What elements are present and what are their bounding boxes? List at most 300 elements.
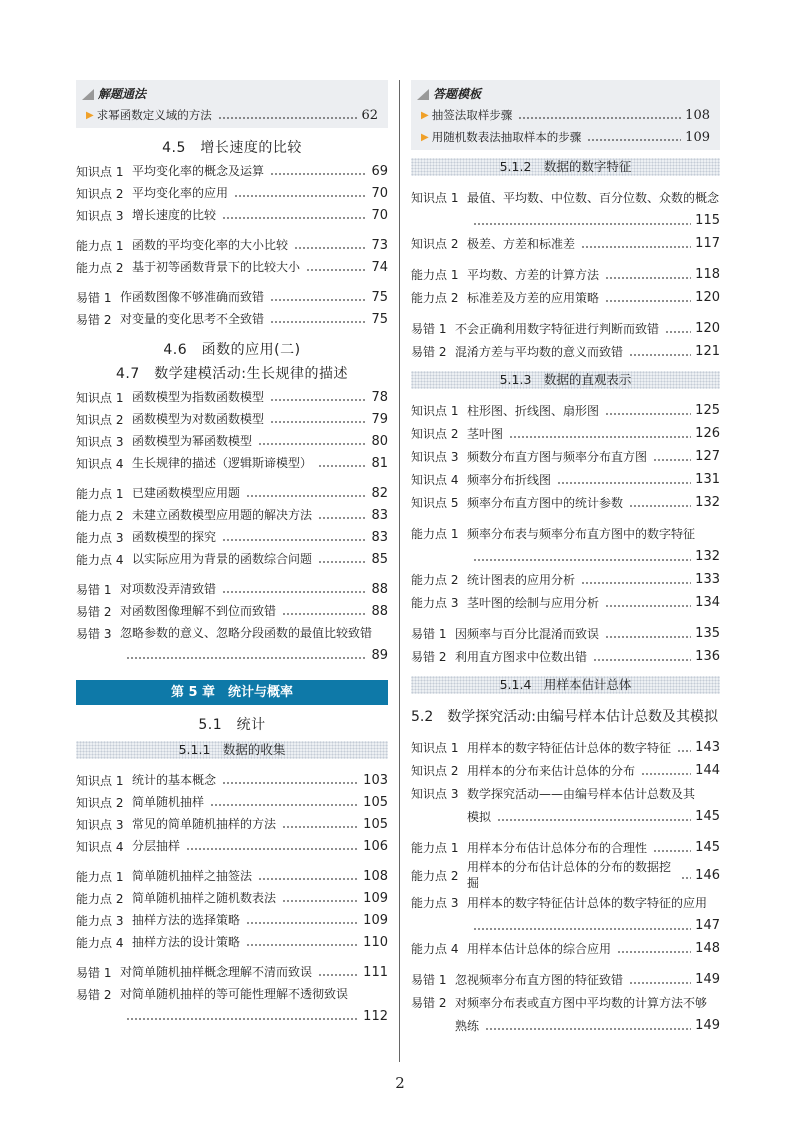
entry-label: 知识点 5 (411, 496, 459, 510)
toc-entry-continuation[interactable] (411, 545, 720, 568)
dot-leader (258, 871, 359, 881)
entry-label: 能力点 2 (411, 573, 459, 587)
dot-leader (509, 429, 691, 439)
toc-left-column (76, 80, 388, 1035)
toc-entry[interactable] (76, 408, 388, 430)
entry-title: 数学探究活动——由编号样本估计总数及其 (467, 786, 696, 801)
dot-leader (653, 843, 691, 853)
entry-title: 用样本的分布来估计总体的分布 (467, 763, 636, 778)
dot-leader (270, 292, 367, 302)
dot-leader (681, 870, 691, 880)
toc-group (411, 968, 720, 1037)
entry-label: 知识点 2 (411, 427, 459, 441)
entry-label: 易错 3 (76, 626, 112, 641)
entry-page: 83 (371, 529, 388, 545)
entry-title: 简单随机抽样之随机数表法 (132, 891, 277, 905)
entry-title: 频数分布直方图与频率分布直方图 (467, 449, 648, 464)
entry-page: 118 (695, 267, 720, 282)
toc-group (76, 961, 388, 1027)
entry-title: 用样本估计总体的综合应用 (467, 941, 612, 956)
entry-title: 增长速度的比较 (132, 208, 217, 222)
toc-entry[interactable] (76, 256, 388, 278)
page-number: 2 (395, 1074, 405, 1092)
entry-label: 能力点 2 (76, 260, 124, 275)
toc-entry[interactable] (76, 578, 388, 600)
toc-entry[interactable] (411, 445, 720, 468)
entry-page: 110 (363, 934, 388, 950)
entry-label: 易错 1 (411, 627, 447, 641)
toc-entry[interactable] (82, 104, 378, 126)
dot-leader (665, 324, 691, 334)
subsection-header: 5.1.2 数据的数字特征 (411, 158, 720, 176)
entry-label: 知识点 1 (76, 773, 124, 788)
toc-entry[interactable] (411, 232, 720, 255)
entry-page: 131 (695, 472, 720, 487)
dot-leader (218, 110, 358, 120)
entry-page: 147 (695, 918, 720, 933)
entry-page: 81 (371, 455, 388, 471)
dot-leader (629, 347, 691, 357)
dot-leader (126, 1011, 359, 1021)
entry-title: 函数的平均变化率的大小比较 (132, 238, 289, 252)
toc-group (76, 482, 388, 570)
entry-title: 抽签法取样步骤 (431, 108, 513, 122)
entry-title: 作函数图像不够准确而致错 (120, 290, 265, 304)
toc-group (76, 386, 388, 474)
dot-leader (258, 436, 367, 446)
toc-entry[interactable] (411, 186, 720, 209)
entry-page: 88 (371, 581, 388, 597)
toc-entry-continuation[interactable] (411, 1014, 720, 1037)
entry-label: 知识点 1 (76, 390, 124, 405)
dot-leader (270, 392, 367, 402)
toc-entry[interactable] (76, 961, 388, 983)
toc-entry[interactable] (417, 126, 710, 148)
dot-leader (587, 132, 681, 142)
toc-entry[interactable] (76, 308, 388, 330)
entry-title: 抽样方法的设计策略 (132, 935, 241, 949)
toc-entry[interactable] (411, 836, 720, 859)
entry-title-continuation: 模拟 (467, 809, 492, 824)
entry-label: 知识点 2 (76, 412, 124, 427)
subsection-header: 5.1.1 数据的收集 (76, 741, 388, 759)
subsection-header: 5.1.3 数据的直观表示 (411, 371, 720, 389)
toc-entry[interactable] (417, 104, 710, 126)
entry-label: 能力点 2 (76, 891, 124, 906)
play-arrow-icon: ▶ (86, 109, 94, 121)
dot-leader (222, 584, 367, 594)
dot-leader (318, 554, 367, 564)
entry-title: 对频率分布表或直方图中平均数的计算方法不够 (455, 995, 708, 1010)
dot-leader (126, 650, 367, 660)
entry-page: 148 (695, 941, 720, 956)
entry-label: 知识点 4 (76, 839, 124, 854)
toc-group (411, 836, 720, 960)
dot-leader (605, 270, 691, 280)
dot-leader (270, 314, 367, 324)
entry-label: 能力点 1 (76, 238, 124, 253)
entry-title: 用样本的数字特征估计总体的数字特征 (467, 740, 672, 755)
entry-label: 能力点 1 (76, 869, 124, 884)
entry-title: 函数模型为幂函数模型 (132, 434, 253, 448)
entry-title: 茎叶图的绘制与应用分析 (467, 595, 600, 610)
entry-page: 108 (685, 107, 710, 123)
entry-title: 分层抽样 (132, 839, 181, 853)
toc-group (411, 399, 720, 514)
entry-page: 145 (695, 840, 720, 855)
entry-page: 62 (361, 107, 378, 123)
entry-label: 知识点 4 (76, 456, 124, 471)
toc-entry[interactable] (76, 600, 388, 622)
dot-leader (518, 110, 681, 120)
entry-title: 已建函数模型应用题 (132, 486, 241, 500)
toc-entry[interactable] (76, 234, 388, 256)
toc-entry[interactable] (411, 859, 720, 891)
entry-label: 易错 2 (76, 604, 112, 619)
toc-entry[interactable] (411, 317, 720, 340)
toc-entry[interactable] (76, 182, 388, 204)
entry-title: 频率分布表与频率分布直方图中的数字特征 (467, 526, 696, 541)
entry-label: 知识点 2 (76, 795, 124, 810)
toc-group (76, 865, 388, 953)
entry-page: 115 (695, 213, 720, 228)
toc-entry[interactable] (411, 622, 720, 645)
dot-leader (318, 967, 359, 977)
play-arrow-icon: ▶ (421, 109, 429, 121)
dot-leader (318, 458, 367, 468)
toc-entry[interactable] (411, 782, 720, 805)
entry-page: 83 (371, 507, 388, 523)
entry-page: 85 (371, 551, 388, 567)
toc-entry[interactable] (411, 286, 720, 309)
entry-page: 120 (695, 290, 720, 305)
toc-group (411, 522, 720, 614)
section-heading: 5.1 统计 (198, 717, 266, 733)
entry-title: 用样本的分布估计总体的分布的数据挖掘 (467, 860, 672, 890)
entry-label: 能力点 3 (411, 896, 459, 910)
entry-title: 生长规律的描述（逻辑斯谛模型） (132, 456, 313, 470)
entry-label: 能力点 2 (411, 291, 459, 305)
entry-label: 知识点 1 (411, 191, 459, 205)
entry-label: 知识点 3 (76, 434, 124, 449)
entry-page: 112 (363, 1008, 388, 1024)
entry-page: 109 (685, 129, 710, 145)
toc-entry[interactable] (76, 160, 388, 182)
section-heading: 4.6 函数的应用(二) (163, 342, 301, 358)
entry-page: 78 (371, 389, 388, 405)
chapter-banner: 第 5 章 统计与概率 (76, 680, 388, 705)
entry-page: 103 (363, 772, 388, 788)
dot-leader (593, 652, 691, 662)
tip-box-title-text: 解题通法 (98, 87, 147, 101)
toc-entry[interactable] (76, 909, 388, 931)
entry-title: 对简单随机抽样概念理解不清而致误 (120, 965, 313, 979)
toc-entry[interactable] (411, 937, 720, 960)
entry-title: 函数模型为对数函数模型 (132, 412, 265, 426)
entry-title: 平均变化率的应用 (132, 186, 229, 200)
entry-page: 127 (695, 449, 720, 464)
entry-title: 统计图表的应用分析 (467, 572, 576, 587)
entry-title: 频率分布直方图中的统计参数 (467, 495, 624, 510)
dot-leader (653, 452, 691, 462)
dot-leader (629, 498, 691, 508)
entry-title: 抽样方法的选择策略 (132, 913, 241, 927)
toc-entry[interactable] (76, 931, 388, 953)
entry-title: 忽视频率分布直方图的特征致错 (455, 972, 624, 987)
dot-leader (497, 812, 691, 822)
entry-page: 149 (695, 972, 720, 987)
toc-entry[interactable] (76, 813, 388, 835)
dot-leader (605, 293, 691, 303)
entry-page: 88 (371, 603, 388, 619)
dot-leader (641, 766, 691, 776)
entry-title: 柱形图、折线图、扇形图 (467, 403, 600, 418)
toc-entry[interactable] (76, 526, 388, 548)
entry-page: 143 (695, 740, 720, 755)
entry-label: 易错 2 (411, 650, 447, 664)
entry-title: 最值、平均数、中位数、百分位数、众数的概念 (467, 190, 720, 205)
entry-page: 75 (371, 311, 388, 327)
corner-triangle-icon (417, 89, 429, 100)
entry-label: 知识点 3 (76, 817, 124, 832)
entry-page: 121 (695, 344, 720, 359)
toc-group (76, 578, 388, 666)
entry-title: 函数模型为指数函数模型 (132, 390, 265, 404)
dot-leader (473, 552, 691, 562)
entry-title: 因频率与百分比混淆而致误 (455, 626, 600, 641)
toc-entry[interactable] (76, 887, 388, 909)
entry-label: 知识点 2 (76, 186, 124, 201)
entry-label: 能力点 3 (76, 530, 124, 545)
toc-group (411, 622, 720, 668)
entry-title: 未建立函数模型应用题的解决方法 (132, 508, 313, 522)
toc-entry[interactable] (411, 522, 720, 545)
entry-label: 知识点 2 (411, 237, 459, 251)
entry-page: 105 (363, 816, 388, 832)
toc-entry[interactable] (76, 865, 388, 887)
entry-label: 易错 2 (411, 345, 447, 359)
toc-entry[interactable] (411, 891, 720, 914)
entry-page: 120 (695, 321, 720, 336)
toc-entry-continuation[interactable] (76, 644, 388, 666)
entry-page: 132 (695, 495, 720, 510)
entry-label: 能力点 1 (411, 841, 459, 855)
entry-label: 能力点 2 (411, 868, 459, 883)
corner-triangle-icon (82, 89, 94, 100)
entry-label: 能力点 4 (76, 552, 124, 567)
toc-entry[interactable] (411, 968, 720, 991)
entry-title: 用样本的数字特征估计总体的数字特征的应用 (467, 895, 708, 910)
entry-title: 以实际应用为背景的函数综合问题 (132, 552, 313, 566)
toc-entry-continuation[interactable] (411, 805, 720, 828)
entry-label: 知识点 3 (76, 208, 124, 223)
dot-leader (294, 240, 367, 250)
toc-entry[interactable] (76, 452, 388, 474)
dot-leader (485, 1021, 691, 1031)
entry-label: 能力点 4 (411, 942, 459, 956)
entry-label: 易错 2 (411, 996, 447, 1010)
entry-page: 108 (363, 868, 388, 884)
dot-leader (270, 414, 367, 424)
entry-page: 74 (371, 259, 388, 275)
toc-entry[interactable] (76, 769, 388, 791)
entry-label: 能力点 1 (411, 527, 459, 541)
entry-page: 126 (695, 426, 720, 441)
entry-title: 求幂函数定义域的方法 (96, 108, 212, 122)
subsection-header: 5.1.4 用样本估计总体 (411, 676, 720, 694)
entry-label: 能力点 1 (411, 268, 459, 282)
entry-label: 知识点 4 (411, 473, 459, 487)
dot-leader (473, 216, 691, 226)
toc-entry[interactable] (411, 568, 720, 591)
entry-label: 知识点 1 (76, 164, 124, 179)
toc-entry[interactable] (411, 645, 720, 668)
entry-page: 69 (371, 163, 388, 179)
toc-entry[interactable] (76, 791, 388, 813)
entry-page: 106 (363, 838, 388, 854)
toc-entry[interactable] (411, 399, 720, 422)
toc-entry[interactable] (76, 386, 388, 408)
entry-label: 知识点 2 (411, 764, 459, 778)
toc-entry[interactable] (76, 482, 388, 504)
toc-entry-continuation[interactable] (411, 209, 720, 232)
entry-label: 易错 1 (411, 973, 447, 987)
dot-leader (222, 532, 367, 542)
entry-page: 145 (695, 809, 720, 824)
entry-label: 能力点 3 (76, 913, 124, 928)
entry-page: 133 (695, 572, 720, 587)
dot-leader (246, 937, 359, 947)
entry-page: 73 (371, 237, 388, 253)
entry-page: 111 (363, 964, 388, 980)
toc-entry[interactable] (411, 468, 720, 491)
entry-title: 极差、方差和标准差 (467, 236, 576, 251)
entry-title: 标准差及方差的应用策略 (467, 290, 600, 305)
entry-title: 对变量的变化思考不全致错 (120, 312, 265, 326)
tip-box-title-text: 答题模板 (433, 87, 482, 101)
toc-entry[interactable] (76, 548, 388, 570)
entry-page: 82 (371, 485, 388, 501)
toc-group (411, 263, 720, 309)
toc-entry-continuation[interactable] (76, 1005, 388, 1027)
toc-group (76, 234, 388, 278)
toc-entry[interactable] (411, 340, 720, 363)
toc-entry[interactable] (76, 622, 388, 644)
entry-label: 知识点 1 (411, 741, 459, 755)
toc-entry[interactable] (411, 263, 720, 286)
toc-entry[interactable] (76, 430, 388, 452)
entry-page: 79 (371, 411, 388, 427)
entry-title: 平均数、方差的计算方法 (467, 267, 600, 282)
dot-leader (222, 210, 367, 220)
toc-entry[interactable] (76, 835, 388, 857)
tip-box-title (417, 84, 710, 104)
dot-leader (629, 975, 691, 985)
entry-title-continuation: 熟练 (455, 1018, 480, 1033)
dot-leader (210, 797, 359, 807)
toc-entry-continuation[interactable] (411, 914, 720, 937)
toc-entry[interactable] (76, 204, 388, 226)
dot-leader (246, 488, 367, 498)
entry-title: 用随机数表法抽取样本的步骤 (431, 130, 582, 144)
entry-label: 易错 1 (76, 582, 112, 597)
toc-group (76, 160, 388, 226)
entry-page: 109 (363, 912, 388, 928)
entry-title: 简单随机抽样之抽签法 (132, 869, 253, 883)
toc-entry[interactable] (411, 736, 720, 759)
entry-title: 平均变化率的概念及运算 (132, 164, 265, 178)
entry-page: 117 (695, 236, 720, 251)
dot-leader (270, 166, 367, 176)
entry-page: 109 (363, 890, 388, 906)
dot-leader (677, 743, 691, 753)
dot-leader (557, 475, 691, 485)
toc-group (411, 736, 720, 828)
entry-title: 用样本分布估计总体分布的合理性 (467, 840, 648, 855)
toc-group (76, 769, 388, 857)
entry-label: 易错 1 (411, 322, 447, 336)
entry-label: 易错 2 (76, 312, 112, 327)
tip-box (76, 80, 388, 128)
dot-leader (605, 598, 691, 608)
dot-leader (473, 921, 691, 931)
entry-title: 对项数没弄清致错 (120, 582, 217, 596)
toc-entry[interactable] (411, 491, 720, 514)
dot-leader (282, 606, 367, 616)
entry-page: 132 (695, 549, 720, 564)
toc-entry[interactable] (76, 286, 388, 308)
entry-page: 149 (695, 1018, 720, 1033)
toc-entry[interactable] (411, 422, 720, 445)
entry-label: 能力点 3 (411, 596, 459, 610)
dot-leader (282, 893, 359, 903)
toc-entry[interactable] (411, 591, 720, 614)
entry-label: 易错 1 (76, 965, 112, 980)
toc-group (76, 286, 388, 330)
entry-page: 146 (695, 867, 720, 883)
toc-entry[interactable] (76, 504, 388, 526)
dot-leader (617, 944, 691, 954)
entry-title: 函数模型的探究 (132, 530, 217, 544)
entry-page: 80 (371, 433, 388, 449)
entry-title: 对简单随机抽样的等可能性理解不透彻致误 (120, 987, 349, 1001)
dot-leader (222, 775, 359, 785)
dot-leader (234, 188, 367, 198)
tip-box (411, 80, 720, 150)
toc-entry[interactable] (411, 991, 720, 1014)
dot-leader (605, 629, 691, 639)
entry-title: 常见的简单随机抽样的方法 (132, 817, 277, 831)
toc-entry[interactable] (411, 759, 720, 782)
entry-page: 105 (363, 794, 388, 810)
entry-label: 易错 2 (76, 987, 112, 1002)
dot-leader (581, 575, 691, 585)
dot-leader (581, 239, 691, 249)
toc-right-column (411, 80, 720, 1045)
entry-page: 136 (695, 649, 720, 664)
dot-leader (282, 819, 359, 829)
column-divider (399, 80, 400, 1062)
toc-entry[interactable] (76, 983, 388, 1005)
toc-group (411, 186, 720, 255)
entry-page: 70 (371, 207, 388, 223)
section-heading: 5.2 数学探究活动:由编号样本估计总数及其模拟 (411, 709, 718, 725)
dot-leader (605, 406, 691, 416)
tip-box-title (82, 84, 378, 104)
dot-leader (246, 915, 359, 925)
entry-title: 基于初等函数背景下的比较大小 (132, 260, 301, 274)
entry-page: 70 (371, 185, 388, 201)
